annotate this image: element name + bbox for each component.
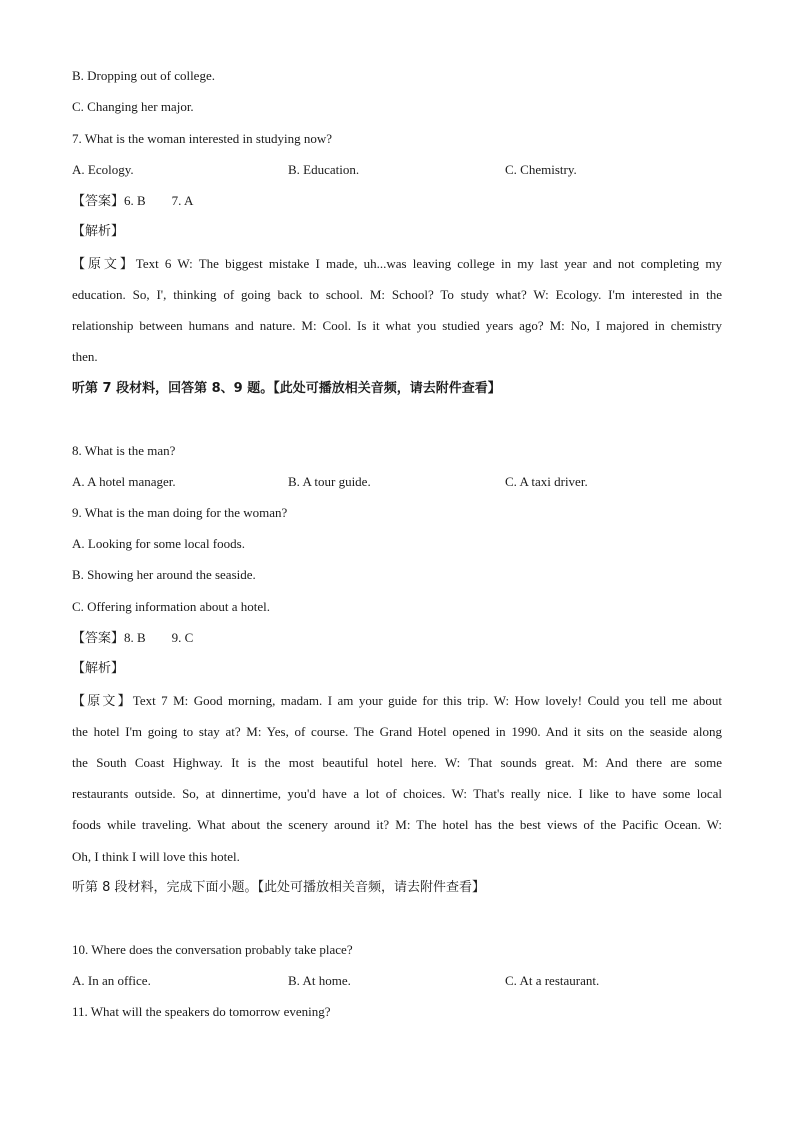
transcript-tag: 【原文】 xyxy=(72,694,133,709)
q9-option-b: B. Showing her around the seaside. xyxy=(72,567,256,582)
transcript-6-line-1: 【原文】Text 6 W: The biggest mistake I made, uh...was leaving college in my last year and not completing my xyxy=(72,256,722,272)
q8-option-c: C. A taxi driver. xyxy=(505,474,588,489)
analysis-tag-1: 【解析】 xyxy=(72,224,125,239)
answer-text: 8. B 9. C xyxy=(124,630,194,645)
q8-option-a: A. A hotel manager. xyxy=(72,474,176,489)
q7-option-c: C. Chemistry. xyxy=(505,162,577,177)
q9-option-c: C. Offering information about a hotel. xyxy=(72,599,270,614)
q10-option-c: C. At a restaurant. xyxy=(505,973,600,988)
answer-text: 6. B 7. A xyxy=(124,193,194,208)
transcript-tag: 【原文】 xyxy=(72,257,136,272)
transcript-7-line-1: 【原文】Text 7 M: Good morning, madam. I am your guide for this trip. W: How lovely! Could you tell me about xyxy=(72,693,722,709)
q8-question: 8. What is the man? xyxy=(72,443,176,458)
q7-option-b: B. Education. xyxy=(288,162,360,177)
q7-option-a: A. Ecology. xyxy=(72,162,134,177)
answer-tag: 【答案】 xyxy=(72,194,125,209)
q9-option-a: A. Looking for some local foods. xyxy=(72,536,245,551)
transcript-6-line-2: education. So, I', thinking of going back to school. M: School? To study what? W: Ecology. I'm interested in the xyxy=(72,287,722,302)
analysis-tag-2: 【解析】 xyxy=(72,661,125,676)
q11-question: 11. What will the speakers do tomorrow evening? xyxy=(72,1004,331,1019)
q8-option-b: B. A tour guide. xyxy=(288,474,371,489)
transcript-7-line-5: foods while traveling. What about the scenery around it? M: The hotel has the best views of the Pacific Ocean. W: xyxy=(72,817,722,832)
transcript-6-line-4: then. xyxy=(72,349,98,364)
section-8-heading: 听第 8 段材料，完成下面小题。【此处可播放相关音频，请去附件查看】 xyxy=(72,880,486,895)
q10-option-a: A. In an office. xyxy=(72,973,151,988)
q6-option-b: B. Dropping out of college. xyxy=(72,68,215,83)
q10-question: 10. Where does the conversation probably take place? xyxy=(72,942,353,957)
answer-block-1 xyxy=(72,192,722,211)
transcript-7-line-2: the hotel I'm going to stay at? M: Yes, of course. The Grand Hotel opened in 1990. And it sits on the seaside along xyxy=(72,724,722,739)
section-7-heading: 听第 7 段材料，回答第 8、9 题。【此处可播放相关音频，请去附件查看】 xyxy=(72,381,501,396)
answer-block-2 xyxy=(72,629,722,648)
q9-question: 9. What is the man doing for the woman? xyxy=(72,505,288,520)
q10-option-b: B. At home. xyxy=(288,973,351,988)
q6-option-c: C. Changing her major. xyxy=(72,99,194,114)
transcript-7-line-6: Oh, I think I will love this hotel. xyxy=(72,849,240,864)
transcript-7-line-4: restaurants outside. So, at dinnertime, you'd have a lot of choices. W: That's really nice. I like to have some local xyxy=(72,786,722,801)
q7-question: 7. What is the woman interested in studying now? xyxy=(72,131,333,146)
answer-tag: 【答案】 xyxy=(72,631,125,646)
transcript-6-line-3: relationship between humans and nature. M: Cool. Is it what you studied years ago? M: No, I majored in chemistry xyxy=(72,318,722,333)
transcript-7-line-3: the South Coast Highway. It is the most beautiful hotel here. W: That sounds great. M: And there are some xyxy=(72,755,722,770)
